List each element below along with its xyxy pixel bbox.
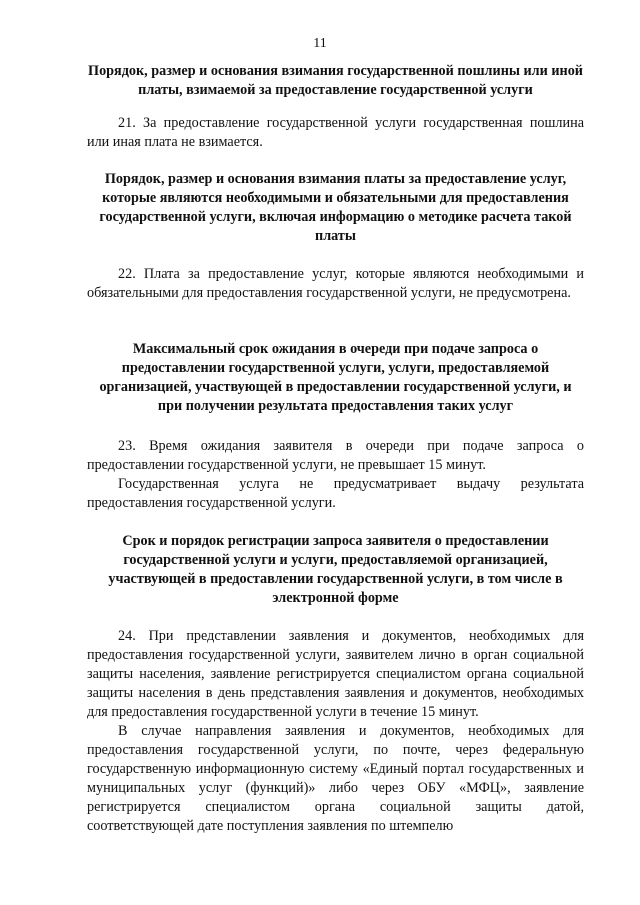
section-heading-fee: Порядок, размер и основания взимания государственной пошлины или иной платы, взимаемой за предоставление государственной услуги (88, 63, 583, 98)
paragraph-22: 22. Плата за предоставление услуг, которые являются необходимыми и обязательными для предоставления государственной услуги, не предусмотрена. (87, 266, 584, 301)
paragraph-24: 24. При представлении заявления и документов, необходимых для предоставления государственной услуги, заявителем лично в орган социальной защиты населения, заявление регистрируется специалистом органа социальной защиты населения в день представления заявления и документов, необходимых для предоставления государственной услуги в течение 15 минут. (87, 628, 584, 720)
page-number: 11 (313, 36, 327, 51)
paragraph-24-continued: В случае направления заявления и документов, необходимых для предоставления государственной услуги, по почте, через федеральную государственную информационную систему «Единый портал государственных и муниципальных услуг (функций)» либо через ОБУ «МФЦ», заявление регистрируется специалистом органа социальной защиты датой, соответствующей дате поступления заявления по штемпелю (87, 723, 584, 834)
paragraph-21: 21. За предоставление государственной услуги государственная пошлина или иная плата не взимается. (87, 115, 584, 150)
paragraph-23: 23. Время ожидания заявителя в очереди при подаче запроса о предоставлении государственной услуги, не превышает 15 минут. (87, 438, 584, 473)
paragraph-23-continued: Государственная услуга не предусматривает выдачу результата предоставления государственной услуги. (87, 476, 584, 511)
document-body (87, 60, 584, 836)
section-heading-required-services-fee: Порядок, размер и основания взимания платы за предоставление услуг, которые являются необходимыми и обязательными для предоставления государственной услуги, включая информацию о методике расчета такой платы (99, 171, 572, 244)
section-heading-queue-time: Максимальный срок ожидания в очереди при подаче запроса о предоставлении государственной услуги, услуги, предоставляемой организацией, участвующей в предоставлении государственной услуги, и при получении результата предоставления таких услуг (99, 341, 572, 414)
section-heading-registration: Срок и порядок регистрации запроса заявителя о предоставлении государственной услуги и услуги, предоставляемой организацией, участвующей в предоставлении государственной услуги, в том числе в электронной форме (108, 533, 563, 606)
